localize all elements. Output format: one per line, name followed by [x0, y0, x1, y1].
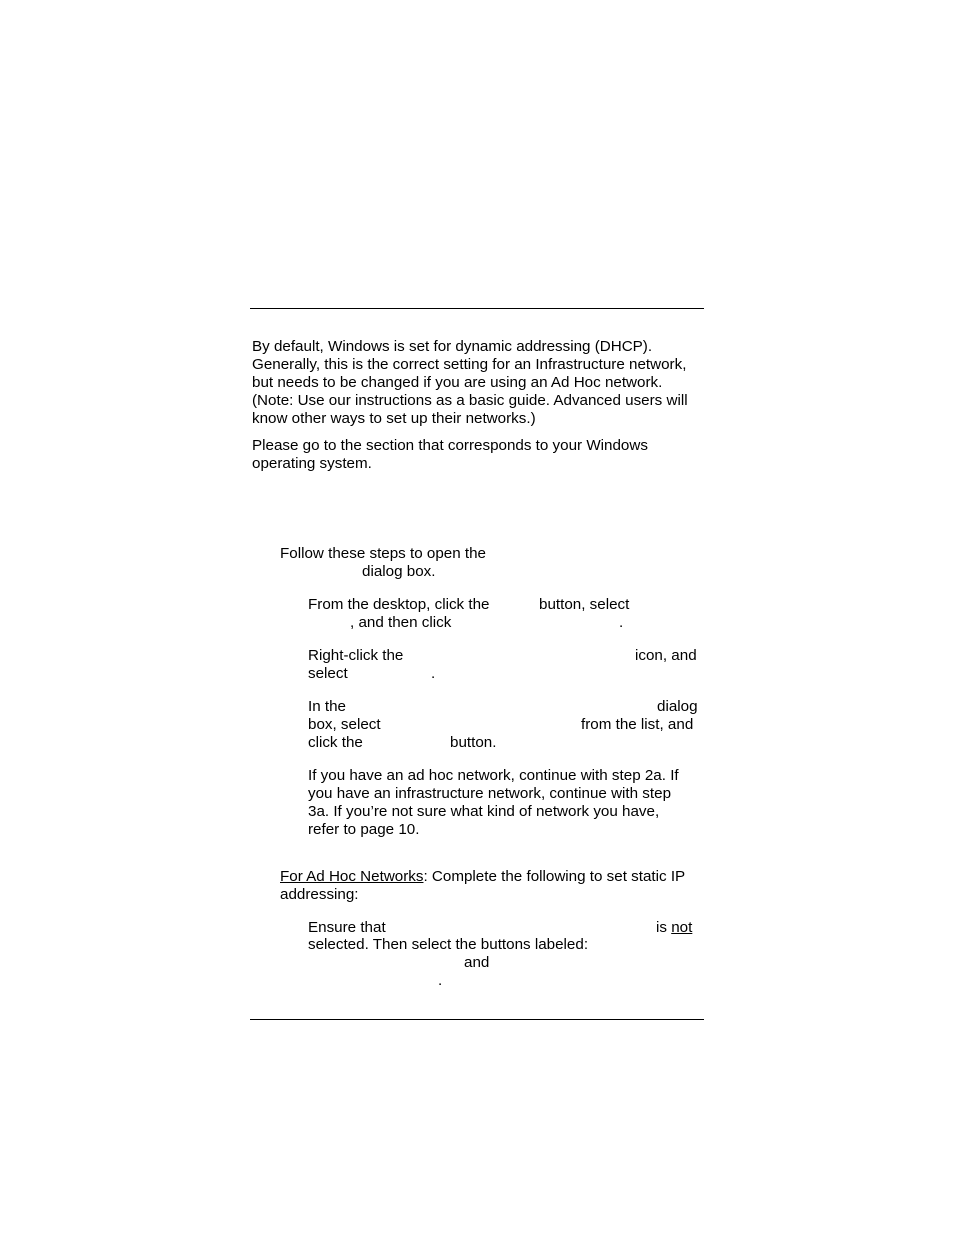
- step-1b-text: Right-click the: [308, 647, 404, 664]
- ad-hoc-networks-heading: For Ad Hoc Networks: [280, 868, 424, 885]
- step-1c-text: dialog: [657, 698, 698, 715]
- intro-line: know other ways to set up their networks.): [252, 410, 536, 427]
- top-rule: [250, 308, 704, 309]
- step-1b-text: icon, and: [635, 647, 697, 664]
- os-note-line: Please go to the section that corresponds to your Windows: [252, 437, 648, 454]
- step-1a-text: From the desktop, click the: [308, 596, 490, 613]
- step-1c-text: box, select: [308, 716, 381, 733]
- os-note-line: operating system.: [252, 455, 372, 472]
- step-1b-text: select: [308, 665, 348, 682]
- intro-line: (Note: Use our instructions as a basic guide. Advanced users will: [252, 392, 688, 409]
- step-1a-text: .: [619, 614, 624, 631]
- step-2a-text: .: [438, 972, 443, 989]
- step-1c-text: button.: [450, 734, 497, 751]
- step-1d-text: If you have an ad hoc network, continue with step 2a. If: [308, 767, 679, 784]
- step-2-text: addressing:: [280, 886, 359, 903]
- intro-line: By default, Windows is set for dynamic addressing (DHCP).: [252, 338, 653, 355]
- intro-line: Generally, this is the correct setting for an Infrastructure network,: [252, 356, 687, 373]
- step-1-text: Follow these steps to open the: [280, 545, 487, 562]
- step-1b-text: .: [431, 665, 436, 682]
- step-2a-is: is: [656, 919, 667, 936]
- step-1d-text: 3a. If you’re not sure what kind of network you have,: [308, 803, 660, 820]
- step-1a-text: button, select: [539, 596, 630, 613]
- step-2a-text: selected. Then select the buttons labeled:: [308, 936, 589, 953]
- step-1c-text: In the: [308, 698, 346, 715]
- step-2a-text: and: [464, 954, 490, 971]
- step-2a-not-emphasis: not: [671, 919, 693, 936]
- step-2-text: : Complete the following to set static IP: [423, 868, 686, 885]
- step-1d-text: you have an infrastructure network, continue with step: [308, 785, 672, 802]
- step-2a-text: Ensure that: [308, 919, 386, 936]
- step-1c-text: from the list, and: [581, 716, 694, 733]
- step-2-line: [280, 868, 685, 886]
- step-1-text: dialog box.: [362, 563, 436, 580]
- step-1d-text: refer to page 10.: [308, 821, 420, 838]
- step-1a-text: , and then click: [350, 614, 452, 631]
- step-1c-text: click the: [308, 734, 363, 751]
- intro-line: but needs to be changed if you are using an Ad Hoc network.: [252, 374, 663, 391]
- step-2a-text: [656, 919, 692, 937]
- bottom-rule: [250, 1019, 704, 1020]
